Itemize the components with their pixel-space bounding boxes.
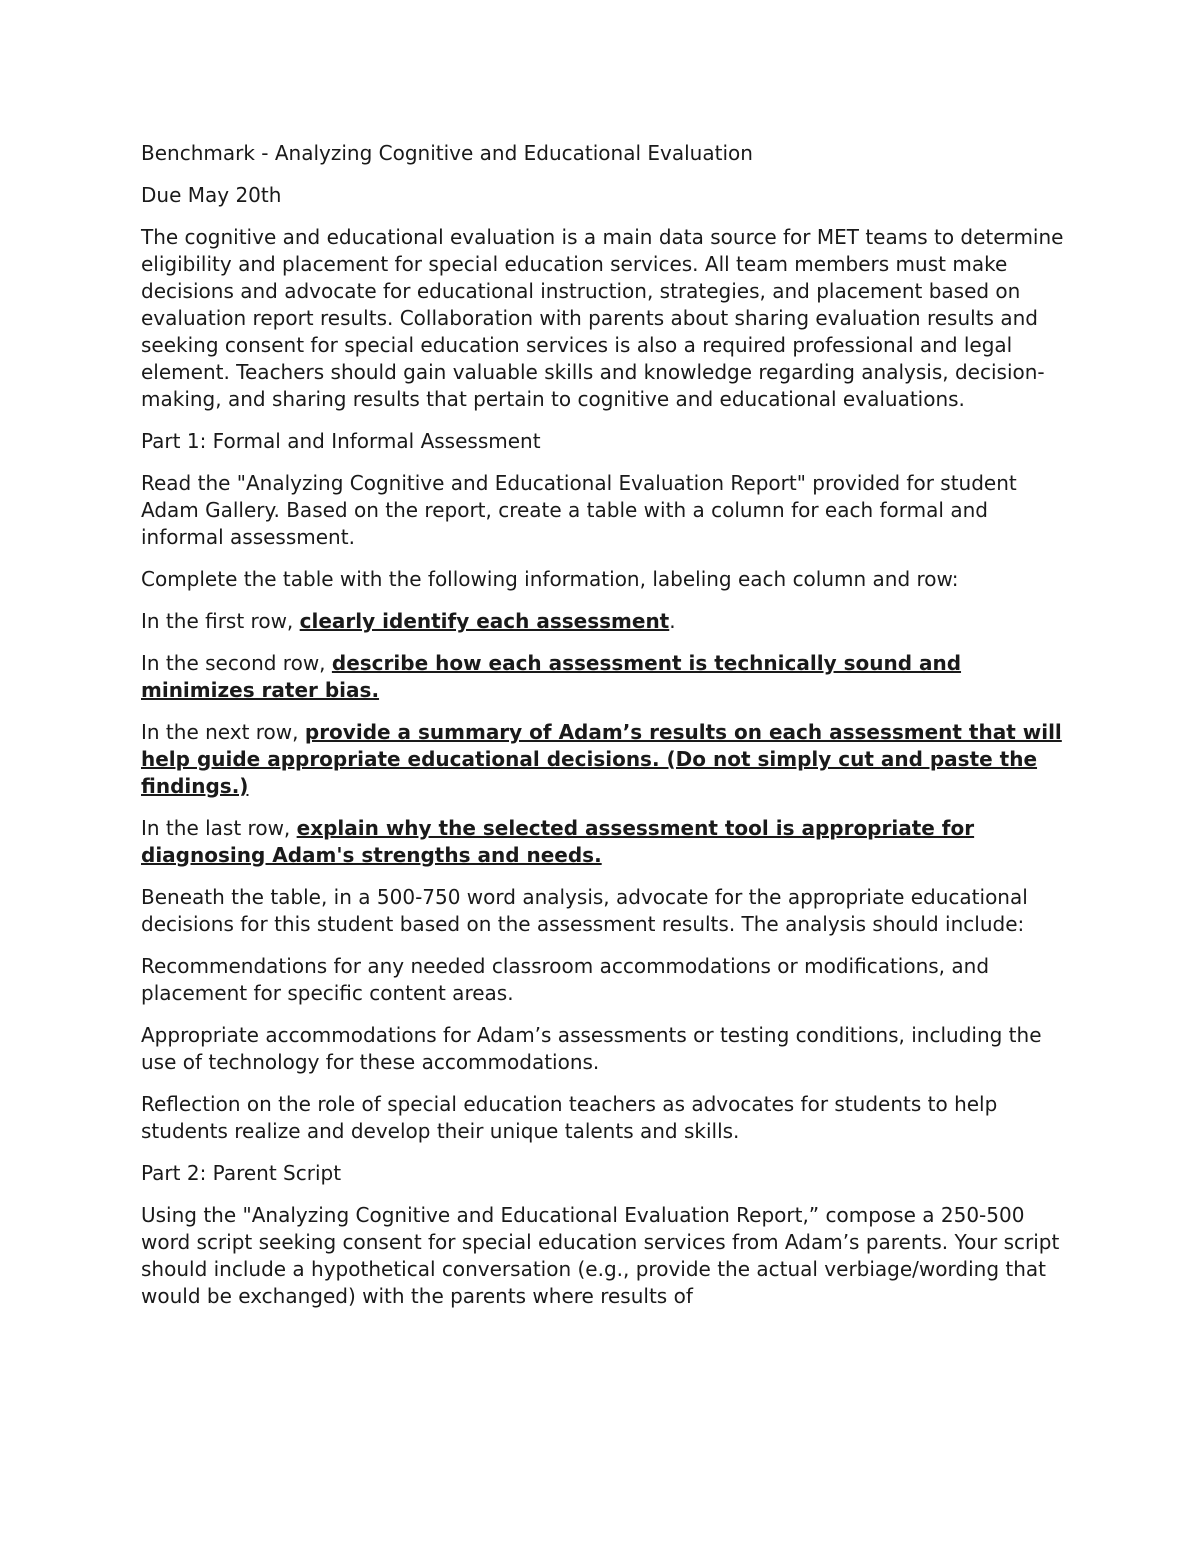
analysis-item-reflection: Reflection on the role of special education teachers as advocates for students to help students realize and develop their unique talents and skills. [141, 1092, 998, 1143]
document-body [141, 140, 1066, 1325]
complete-table-instruction: Complete the table with the following information, labeling each column and row: [141, 567, 959, 591]
row-next-emphasis: provide a summary of Adam’s results on each assessment that will help guide appropriate educational decisions. (Do not simply cut and paste the findings.) [141, 720, 1062, 798]
row-next-prefix: In the next row, [141, 720, 305, 744]
intro-paragraph: The cognitive and educational evaluation is a main data source for MET teams to determine eligibility and placement for special education services. All team members must make decisions and advocate for educational instruction, strategies, and placement based on evaluation report results. Collaboration with parents about sharing evaluation results and seeking consent for special education services is also a required professional and legal element. Teachers should gain valuable skills and knowledge regarding analysis, decision-making, and sharing results that pertain to cognitive and educational evaluations. [141, 225, 1064, 411]
part2-heading: Part 2: Parent Script [141, 1161, 342, 1185]
row-first-instruction [141, 608, 1066, 635]
row-first-prefix: In the first row, [141, 609, 300, 633]
analysis-intro: Beneath the table, in a 500-750 word analysis, advocate for the appropriate educational decisions for this student based on the assessment results. The analysis should include: [141, 885, 1028, 936]
row-last-emphasis: explain why the selected assessment tool is appropriate for diagnosing Adam's strengths and needs. [141, 816, 975, 867]
document-title: Benchmark - Analyzing Cognitive and Educational Evaluation [141, 141, 753, 165]
row-first-emphasis: clearly identify each assessment [299, 609, 670, 633]
row-second-prefix: In the second row, [141, 651, 332, 675]
row-next-instruction [141, 719, 1066, 800]
row-second-instruction [141, 650, 1066, 704]
row-second-emphasis: describe how each assessment is technically sound and minimizes rater bias. [141, 651, 962, 702]
due-date: Due May 20th [141, 183, 282, 207]
row-last-instruction [141, 815, 1066, 869]
row-last-prefix: In the last row, [141, 816, 297, 840]
analysis-item-accommodations: Appropriate accommodations for Adam’s assessments or testing conditions, including the use of technology for these accommodations. [141, 1023, 1042, 1074]
part1-instructions: Read the "Analyzing Cognitive and Educational Evaluation Report" provided for student Adam Gallery. Based on the report, create a table with a column for each formal and informal assessment. [141, 471, 1017, 549]
analysis-item-recommendations: Recommendations for any needed classroom accommodations or modifications, and placement for specific content areas. [141, 954, 990, 1005]
part1-heading: Part 1: Formal and Informal Assessment [141, 429, 541, 453]
row-first-suffix: . [669, 609, 676, 633]
part2-instructions: Using the "Analyzing Cognitive and Educational Evaluation Report,” compose a 250-500 word script seeking consent for special education services from Adam’s parents. Your script should include a hypothetical conversation (e.g., provide the actual verbiage/wording that would be exchanged) with the parents where results of [141, 1203, 1060, 1308]
